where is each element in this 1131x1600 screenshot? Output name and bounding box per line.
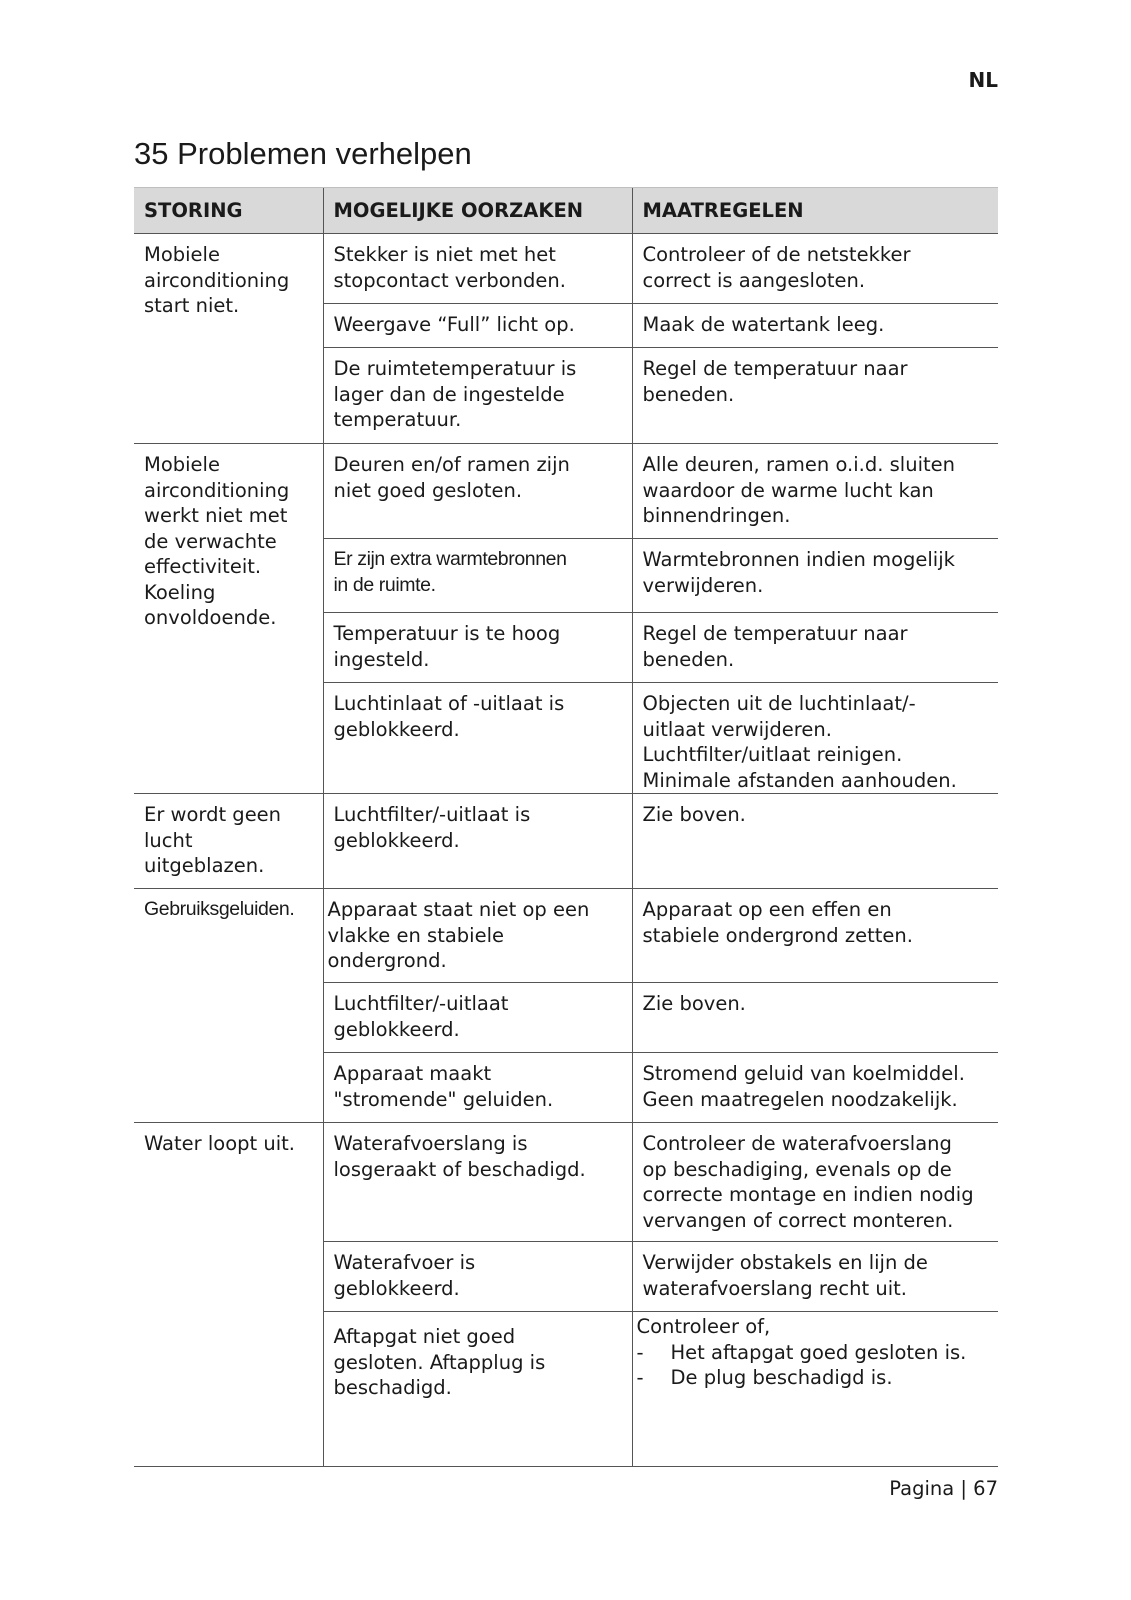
oorzaak-cell: Waterafvoer is geblokkeerd.: [323, 1242, 632, 1312]
maatregel-cell: Alle deuren, ramen o.i.d. sluiten waardoor de warme lucht kan binnendringen.: [632, 444, 998, 539]
page-title: 35 Problemen verhelpen: [134, 136, 472, 171]
maatregel-cell: Objecten uit de luchtinlaat/- uitlaat verwijderen. Luchtfilter/uitlaat reinigen. Minimale afstanden aanhouden.: [632, 683, 998, 794]
column-header-oorzaken: MOGELIJKE OORZAKEN: [323, 188, 632, 234]
oorzaak-cell: Weergave “Full” licht op.: [323, 304, 632, 348]
table-row: [134, 234, 998, 304]
table-row: [134, 1123, 998, 1242]
oorzaak-cell: Luchtfilter/-uitlaat is geblokkeerd.: [323, 794, 632, 889]
storing-cell: Er wordt geen lucht uitgeblazen.: [134, 794, 323, 889]
maatregel-cell: Regel de temperatuur naar beneden.: [632, 348, 998, 444]
oorzaak-cell: Apparaat maakt "stromende" geluiden.: [323, 1053, 632, 1123]
list-item: [637, 1340, 989, 1366]
oorzaak-cell: Temperatuur is te hoog ingesteld.: [323, 613, 632, 683]
maatregel-cell: Verwijder obstakels en lijn de waterafvoerslang recht uit.: [632, 1242, 998, 1312]
list-item: [637, 1365, 989, 1391]
oorzaak-cell: Waterafvoerslang is losgeraakt of beschadigd.: [323, 1123, 632, 1242]
oorzaak-cell: Deuren en/of ramen zijn niet goed gesloten.: [323, 444, 632, 539]
list-item-text: Het aftapgat goed gesloten is.: [670, 1340, 967, 1364]
column-header-maatregelen: MAATREGELEN: [632, 188, 998, 234]
oorzaak-cell: Aftapgat niet goed gesloten. Aftapplug is beschadigd.: [323, 1312, 632, 1467]
oorzaak-cell: Luchtfilter/-uitlaat geblokkeerd.: [323, 983, 632, 1053]
table-header-row: [134, 188, 998, 234]
table-row: [134, 889, 998, 983]
list-item-text: De plug beschadigd is.: [670, 1366, 893, 1389]
maatregel-cell: Stromend geluid van koelmiddel. Geen maatregelen noodzakelijk.: [632, 1053, 998, 1123]
table-row: [134, 794, 998, 889]
maatregel-intro: Controleer of,: [636, 1315, 771, 1338]
oorzaak-cell: De ruimtetemperatuur is lager dan de ingestelde temperatuur.: [323, 348, 632, 444]
maatregel-cell: Zie boven.: [632, 983, 998, 1053]
maatregel-cell: Zie boven.: [632, 794, 998, 889]
oorzaak-cell: Apparaat staat niet op een vlakke en stabiele ondergrond.: [323, 889, 632, 983]
maatregel-cell: Controleer de waterafvoerslang op beschadiging, evenals op de correcte montage en indien nodig vervangen of correct monteren.: [632, 1123, 998, 1242]
storing-cell: Water loopt uit.: [134, 1123, 323, 1467]
storing-cell: Mobiele airconditioning start niet.: [134, 234, 323, 444]
maatregel-cell: [632, 1312, 998, 1467]
column-header-storing: STORING: [134, 188, 323, 234]
troubleshooting-table: [134, 187, 998, 1467]
maatregel-cell: Controleer of de netstekker correct is aangesloten.: [632, 234, 998, 304]
oorzaak-cell: Er zijn extra warmtebronnen in de ruimte.: [323, 539, 632, 613]
maatregel-cell: Regel de temperatuur naar beneden.: [632, 613, 998, 683]
storing-cell: Mobiele airconditioning werkt niet met de verwachte effectiviteit. Koeling onvoldoende.: [134, 444, 323, 794]
maatregel-cell: Maak de watertank leeg.: [632, 304, 998, 348]
oorzaak-cell: Luchtinlaat of -uitlaat is geblokkeerd.: [323, 683, 632, 794]
bullet-dash: -: [636, 1366, 644, 1389]
page-number: Pagina | 67: [889, 1477, 998, 1500]
language-code: NL: [968, 68, 998, 92]
table-row: [134, 444, 998, 539]
storing-cell: Gebruiksgeluiden.: [134, 889, 323, 1123]
maatregel-cell: Warmtebronnen indien mogelijk verwijderen.: [632, 539, 998, 613]
maatregel-cell: Apparaat op een effen en stabiele ondergrond zetten.: [632, 889, 998, 983]
oorzaak-cell: Stekker is niet met het stopcontact verbonden.: [323, 234, 632, 304]
bullet-dash: -: [636, 1340, 644, 1364]
